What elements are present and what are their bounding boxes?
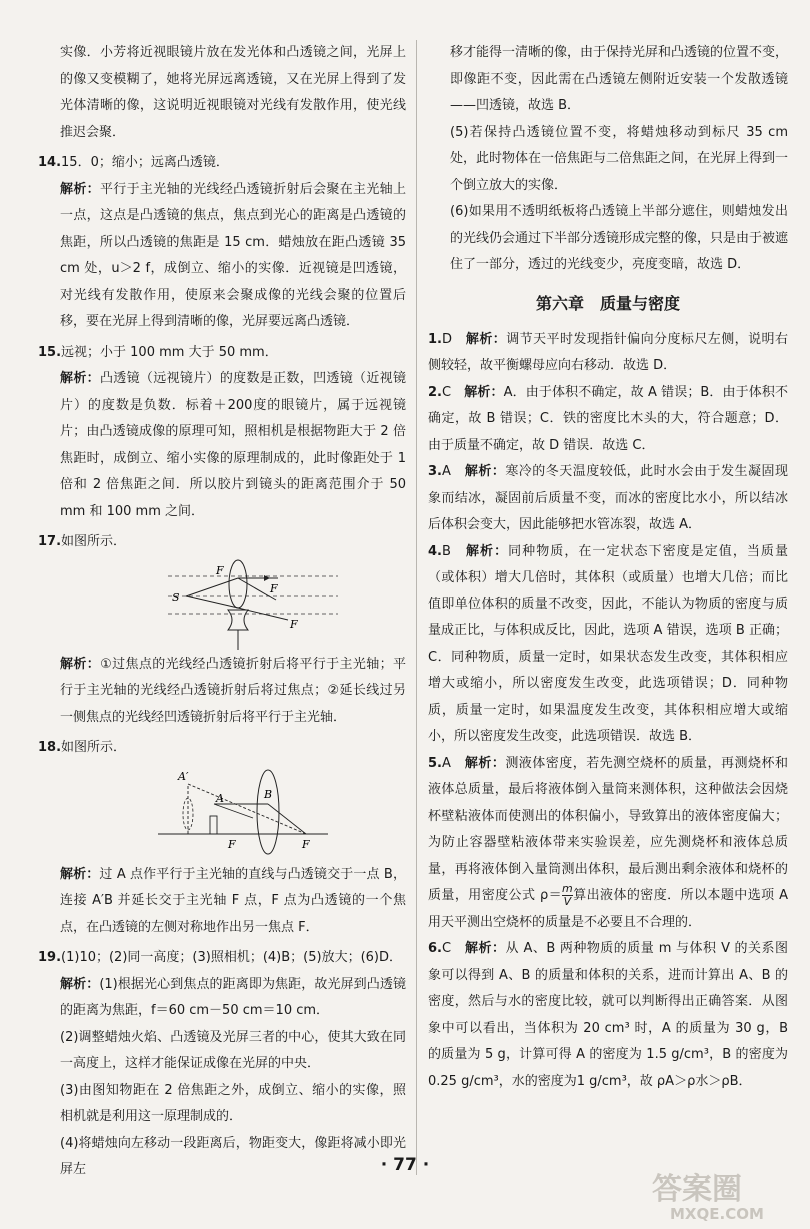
column-divider — [416, 40, 417, 1175]
watermark-line-1: 答案圈 — [652, 1172, 742, 1207]
fig18-label-a-prime: A′ — [178, 769, 189, 783]
ch6-question-4: 4.B 解析：同种物质，在一定状态下密度是定值，当质量（或体积）增大几倍时，其体积（或质量）也增大几倍；而比值即单位体积的质量不改变，因此，不能认为物质的密度与质量成正比，与体积成反比，因此，选项 A 错误，选项 B 正确；C．同种物质，质量一定时，如果状态发生改变，其体积相应增大或缩小，所以密度发生改变，此选项错误；D．同种物质，质量一定时，如果温度发生改变，其体积相应增大或缩小，所以密度发生改变，此选项错误．故选 B． — [428, 543, 788, 744]
ch6-question-3: 3.A 解析：寒冷的冬天温度较低，此时水会由于发生凝固现象而结冰，凝固前后质量不变，而冰的密度比水小，所以结冰后体积会变大，因此能够把水管冻裂，故选 A． — [428, 464, 788, 532]
ch6-question-2: 2.C 解析：A．由于体积不确定，故 A 错误；B．由于体积不确定，故 B 错误；C．铁的密度比木头的大，符合题意；D．由于质量不确定，故 D 错误．故选 C． — [428, 384, 788, 453]
question-15-explanation: 解析：凸透镜（远视镜片）的度数是正数，凹透镜（近视镜片）的度数是负数．标着＋200度的眼镜片，属于远视镜片；由凸透镜成像的原理可知，照相机是根据物距大于 2 倍焦距时，成倒立、缩小实像的原理制成的，此时像距处于 1 倍和 2 倍焦距之间．所以胶片到镜头的距离范围介于 50 mm 和 100 mm 之间． — [60, 371, 406, 519]
fig17-label-f3: F — [290, 617, 298, 631]
question-19-explanation-4: (4)将蜡烛向左移动一段距离后，物距变大，像距将减小即光屏左 — [60, 1135, 406, 1177]
right-column — [428, 40, 788, 1095]
ch6-question-6: 6.C 解析：从 A、B 两种物质的质量 m 与体积 V 的关系图象可以得到 A、B 的质量和体积的关系，进而计算出 A、B 的密度，然后与水的密度比较，就可以判断得出正确答案．从图象中可以看出，当体积为 20 cm³ 时，A 的质量为 30 g，B 的质量为 5 g，计算可得 A 的密度为 1.5 g/cm³，B 的密度为 0.25 g/cm³，水的密度为1 g/cm³，故 ρA＞ρ水＞ρB． — [428, 941, 788, 1089]
question-17-explanation: 解析：①过焦点的光线经凸透镜折射后将平行于主光轴；平行于主光轴的光线经凸透镜折射后将过焦点；②延长线过另一侧焦点的光线经凹透镜折射后将平行于主光轴． — [60, 656, 406, 725]
fig17-label-f1: F — [216, 563, 224, 577]
ch6-question-5: 5.A 解析：测液体密度，若先测空烧杯的质量，再测烧杯和液体总质量，最后将液体倒入量筒来测体积，这种做法会因烧杯壁粘液体而使测出的体积偏小，导致算出的液体密度偏大；为防止容器壁粘液体带来实验误差，应先测烧杯和液体总质量，再将液体倒入量筒测出体积，最后测出剩余液体和烧杯的质量，用密度公式 ρ＝ $\frac{m}{V}$ 算出液体的密度．所以本题中选项 A 用天平测出空烧杯的质量是不必要且不合理的． — [428, 755, 788, 930]
question-19-explanation-6: (6)如果用不透明纸板将凸透镜上半部分遮住，则蜡烛发出的光线仍会通过下半部分透镜形成完整的像，只是由于被遮住了一部分，透过的光线变少，亮度变暗，故选 D． — [450, 204, 789, 272]
question-14: 14.15．0；缩小；远离凸透镜． — [38, 155, 229, 170]
question-19-explanation-1: 解析：(1)根据光心到焦点的距离即为焦距，故光屏到凸透镜的距离为焦距，f＝60 cm－50 cm＝10 cm． — [60, 976, 406, 1018]
question-18: 18.如图所示． — [38, 740, 127, 755]
question-18-explanation: 解析：过 A 点作平行于主光轴的直线与凸透镜交于一点 B，连接 A′B 并延长交于主光轴 F 点，F 点为凸透镜的一个焦点，在凸透镜的左侧对称地作出另一焦点 F． — [60, 866, 406, 935]
left-paragraph-1: 实像．小芳将近视眼镜片放在发光体和凸透镜之间，光屏上的像又变模糊了，她将光屏远离透镜，又在光屏上得到了发光体清晰的像，这说明近视眼镜对光线有发散作用，使光线推迟会聚． — [60, 45, 406, 140]
question-19-explanation-3: (3)由图知物距在 2 倍焦距之外，成倒立、缩小的实像，照相机就是利用这一原理制成的． — [60, 1082, 406, 1124]
question-19: 19.(1)10；(2)同一高度；(3)照相机；(4)B；(5)放大；(6)D． — [38, 950, 402, 965]
figure-17-lens-diagram — [38, 556, 406, 652]
question-19-explanation-5: (5)若保持凸透镜位置不变，将蜡烛移动到标尺 35 cm 处，此时物体在一倍焦距与二倍焦距之间，在光屏上得到一个倒立放大的实像． — [450, 124, 789, 193]
fig18-label-b: B — [264, 787, 273, 801]
question-19-explanation-2: (2)调整蜡烛火焰、凸透镜及光屏三者的中心，使其大致在同一高度上，这样才能保证成像在光屏的中央． — [60, 1029, 406, 1071]
page-number: · 77 · — [380, 1155, 430, 1175]
fig18-label-f2: F — [302, 837, 310, 851]
question-14-explanation: 解析：平行于主光轴的光线经凸透镜折射后会聚在主光轴上一点，这点是凸透镜的焦点，焦点到光心的距离是凸透镜的焦距，所以凸透镜的焦距是 15 cm．蜡烛放在距凸透镜 35 cm 处，u＞2 f，成倒立、缩小的实像．近视镜是凹透镜，对光线有发散作用，使原来会聚成像的光线会聚的位置后移，要在光屏上得到清晰的像，光屏要远离凸透镜． — [60, 181, 406, 329]
site-watermark-logo — [648, 1165, 798, 1223]
fig17-label-f2: F — [270, 581, 278, 595]
fig17-label-s: S — [172, 590, 180, 604]
right-paragraph-continuation: 移才能得一清晰的像，由于保持光屏和凸透镜的位置不变，即像距不变，因此需在凸透镜左侧附近安装一个发散透镜——凹透镜，故选 B． — [450, 45, 789, 113]
fig18-label-f1: F — [228, 837, 236, 851]
question-15: 15.远视；小于 100 mm 大于 50 mm． — [38, 344, 278, 360]
question-17: 17.如图所示． — [38, 534, 127, 549]
density-formula-fraction: $\frac{m}{V}$ — [562, 882, 573, 908]
chapter-title: 第六章 质量与密度 — [535, 293, 680, 313]
left-column — [38, 40, 406, 1184]
ch6-question-1: 1.D 解析：调节天平时发现指针偏向分度标尺左侧，说明右侧较轻，故平衡螺母应向右移动．故选 D． — [428, 331, 788, 373]
fig18-label-a: A — [216, 791, 224, 805]
watermark-line-2: MXQE.COM — [670, 1205, 764, 1223]
figure-18-lens-diagram — [38, 762, 406, 862]
